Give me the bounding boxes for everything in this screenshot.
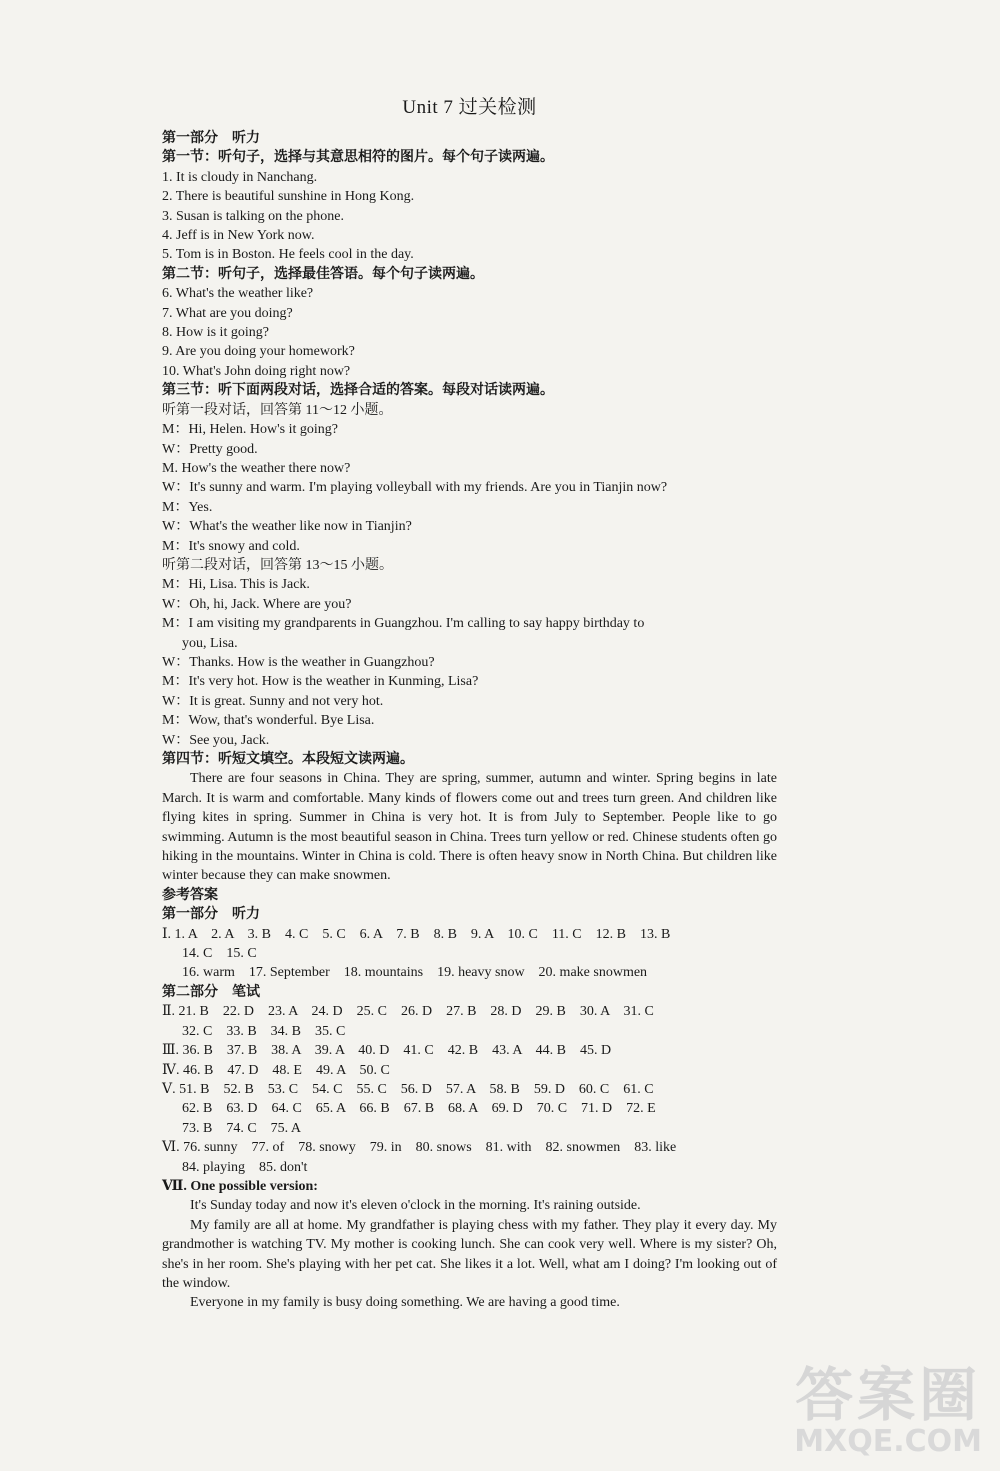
dialogue-line: M：Wow, that's wonderful. Bye Lisa. [162, 713, 375, 729]
listening-passage: There are four seasons in China. They are spring, summer, autumn and winter. Spring begins in late March. It is warm and comfortable. Many kinds of flowers come out and trees turn green. And children like flying kites in spring. Summer in China is very hot. It is from July to September. People like to go swimming. Autumn is the most beautiful season in China. Trees turn yellow or red. Chinese students often go hiking in the mountains. Winter in China is cold. There is often heavy snow in North China. But children like winter because they can make snowmen. [162, 771, 777, 884]
answers-row: 16. warm 17. September 18. mountains 19. heavy snow 20. make snowmen [182, 965, 648, 981]
answers-row: Ⅳ. 46. B 47. D 48. E 49. A 50. C [162, 1062, 390, 1078]
question-6: 6. What's the weather like? [162, 286, 314, 302]
answers-row: Ⅲ. 36. B 37. B 38. A 39. A 40. D 41. C 42. B 43. A 44. B 45. D [162, 1043, 612, 1059]
part1-heading: 第一部分 听力 [162, 131, 260, 146]
answers-row: Ⅱ. 21. B 22. D 23. A 24. D 25. C 26. D 27. B 28. D 29. B 30. A 31. C [162, 1004, 654, 1020]
question-10: 10. What's John doing right now? [162, 363, 351, 379]
watermark-logo: 答案圈 [795, 1361, 982, 1429]
essay-paragraph-3: Everyone in my family is busy doing something. We are having a good time. [190, 1295, 620, 1311]
dialogue-line: W：Pretty good. [162, 441, 258, 457]
dialogue-line: M：Hi, Lisa. This is Jack. [162, 577, 310, 593]
document-page [162, 92, 777, 1313]
dialogue-line: you, Lisa. [182, 635, 238, 651]
answers-row: Ⅰ. 1. A 2. A 3. B 4. C 5. C 6. A 7. B 8. B 9. A 10. C 11. C 12. B 13. B [162, 926, 671, 942]
dialogue-line: W：Oh, hi, Jack. Where are you? [162, 596, 352, 612]
question-9: 9. Are you doing your homework? [162, 344, 355, 360]
answers-part2-heading: 第二部分 笔试 [162, 984, 260, 1000]
answers-heading: 参考答案 [162, 887, 218, 903]
writing-heading: Ⅶ. One possible version: [162, 1178, 318, 1194]
dialogue-line: M：It's very hot. How is the weather in Kunming, Lisa? [162, 674, 479, 690]
section3-instruction: 第三节：听下面两段对话，选择合适的答案。每段对话读两遍。 [162, 383, 554, 399]
answers-part1-heading: 第一部分 听力 [162, 907, 260, 923]
dialogue-line: M：Yes. [162, 499, 213, 515]
dialogue-line: M：I am visiting my grandparents in Guangzhou. I'm calling to say happy birthday to [162, 616, 645, 632]
question-7: 7. What are you doing? [162, 305, 293, 321]
question-2: 2. There is beautiful sunshine in Hong Kong. [162, 189, 415, 205]
dialogue2-heading: 听第二段对话，回答第 13～15 小题。 [162, 557, 393, 573]
answers-row: 32. C 33. B 34. B 35. C [182, 1023, 346, 1039]
dialogue1-heading: 听第一段对话，回答第 11～12 小题。 [162, 402, 393, 418]
answers-row: 62. B 63. D 64. C 65. A 66. B 67. B 68. A 69. D 70. C 71. D 72. E [182, 1101, 656, 1117]
section2-instruction: 第二节：听句子，选择最佳答语。每个句子读两遍。 [162, 266, 484, 282]
essay-paragraph-1: It's Sunday today and now it's eleven o'clock in the morning. It's raining outside. [190, 1198, 641, 1214]
dialogue-line: W：It is great. Sunny and not very hot. [162, 693, 384, 709]
question-3: 3. Susan is talking on the phone. [162, 208, 344, 224]
question-8: 8. How is it going? [162, 325, 269, 341]
dialogue-line: W：It's sunny and warm. I'm playing volleyball with my friends. Are you in Tianjin now? [162, 480, 668, 496]
answers-row: 73. B 74. C 75. A [182, 1120, 302, 1136]
dialogue-line: W：See you, Jack. [162, 732, 270, 748]
question-5: 5. Tom is in Boston. He feels cool in the day. [162, 247, 414, 263]
dialogue-line: M：Hi, Helen. How's it going? [162, 422, 338, 438]
question-1: 1. It is cloudy in Nanchang. [162, 169, 318, 185]
essay-paragraph-2: My family are all at home. My grandfather is playing chess with my father. They play it every day. My grandmother is watching TV. My mother is cooking lunch. She can cook very well. Where is my sister? Oh, she's in her room. She's playing with her pet cat. She likes it a lot. Well, what am I doing? I'm looking out of the window. [162, 1217, 777, 1291]
section1-instruction: 第一节：听句子，选择与其意思相符的图片。每个句子读两遍。 [162, 150, 554, 166]
page-title: Unit 7 过关检测 [402, 97, 537, 118]
dialogue-line: M. How's the weather there now? [162, 460, 351, 476]
answers-row: Ⅴ. 51. B 52. B 53. C 54. C 55. C 56. D 57. A 58. B 59. D 60. C 61. C [162, 1081, 654, 1097]
dialogue-line: W：What's the weather like now in Tianjin? [162, 519, 412, 535]
section4-instruction: 第四节：听短文填空。本段短文读两遍。 [162, 752, 414, 767]
watermark-url: MXQE.COM [794, 1424, 982, 1459]
dialogue-line: M：It's snowy and cold. [162, 538, 300, 554]
dialogue-line: W：Thanks. How is the weather in Guangzhou? [162, 654, 435, 670]
site-watermark [794, 1348, 982, 1459]
answers-row: Ⅵ. 76. sunny 77. of 78. snowy 79. in 80. snows 81. with 82. snowmen 83. like [162, 1140, 677, 1156]
question-4: 4. Jeff is in New York now. [162, 228, 315, 244]
answers-row: 14. C 15. C [182, 946, 257, 962]
answers-row: 84. playing 85. don't [182, 1159, 308, 1175]
